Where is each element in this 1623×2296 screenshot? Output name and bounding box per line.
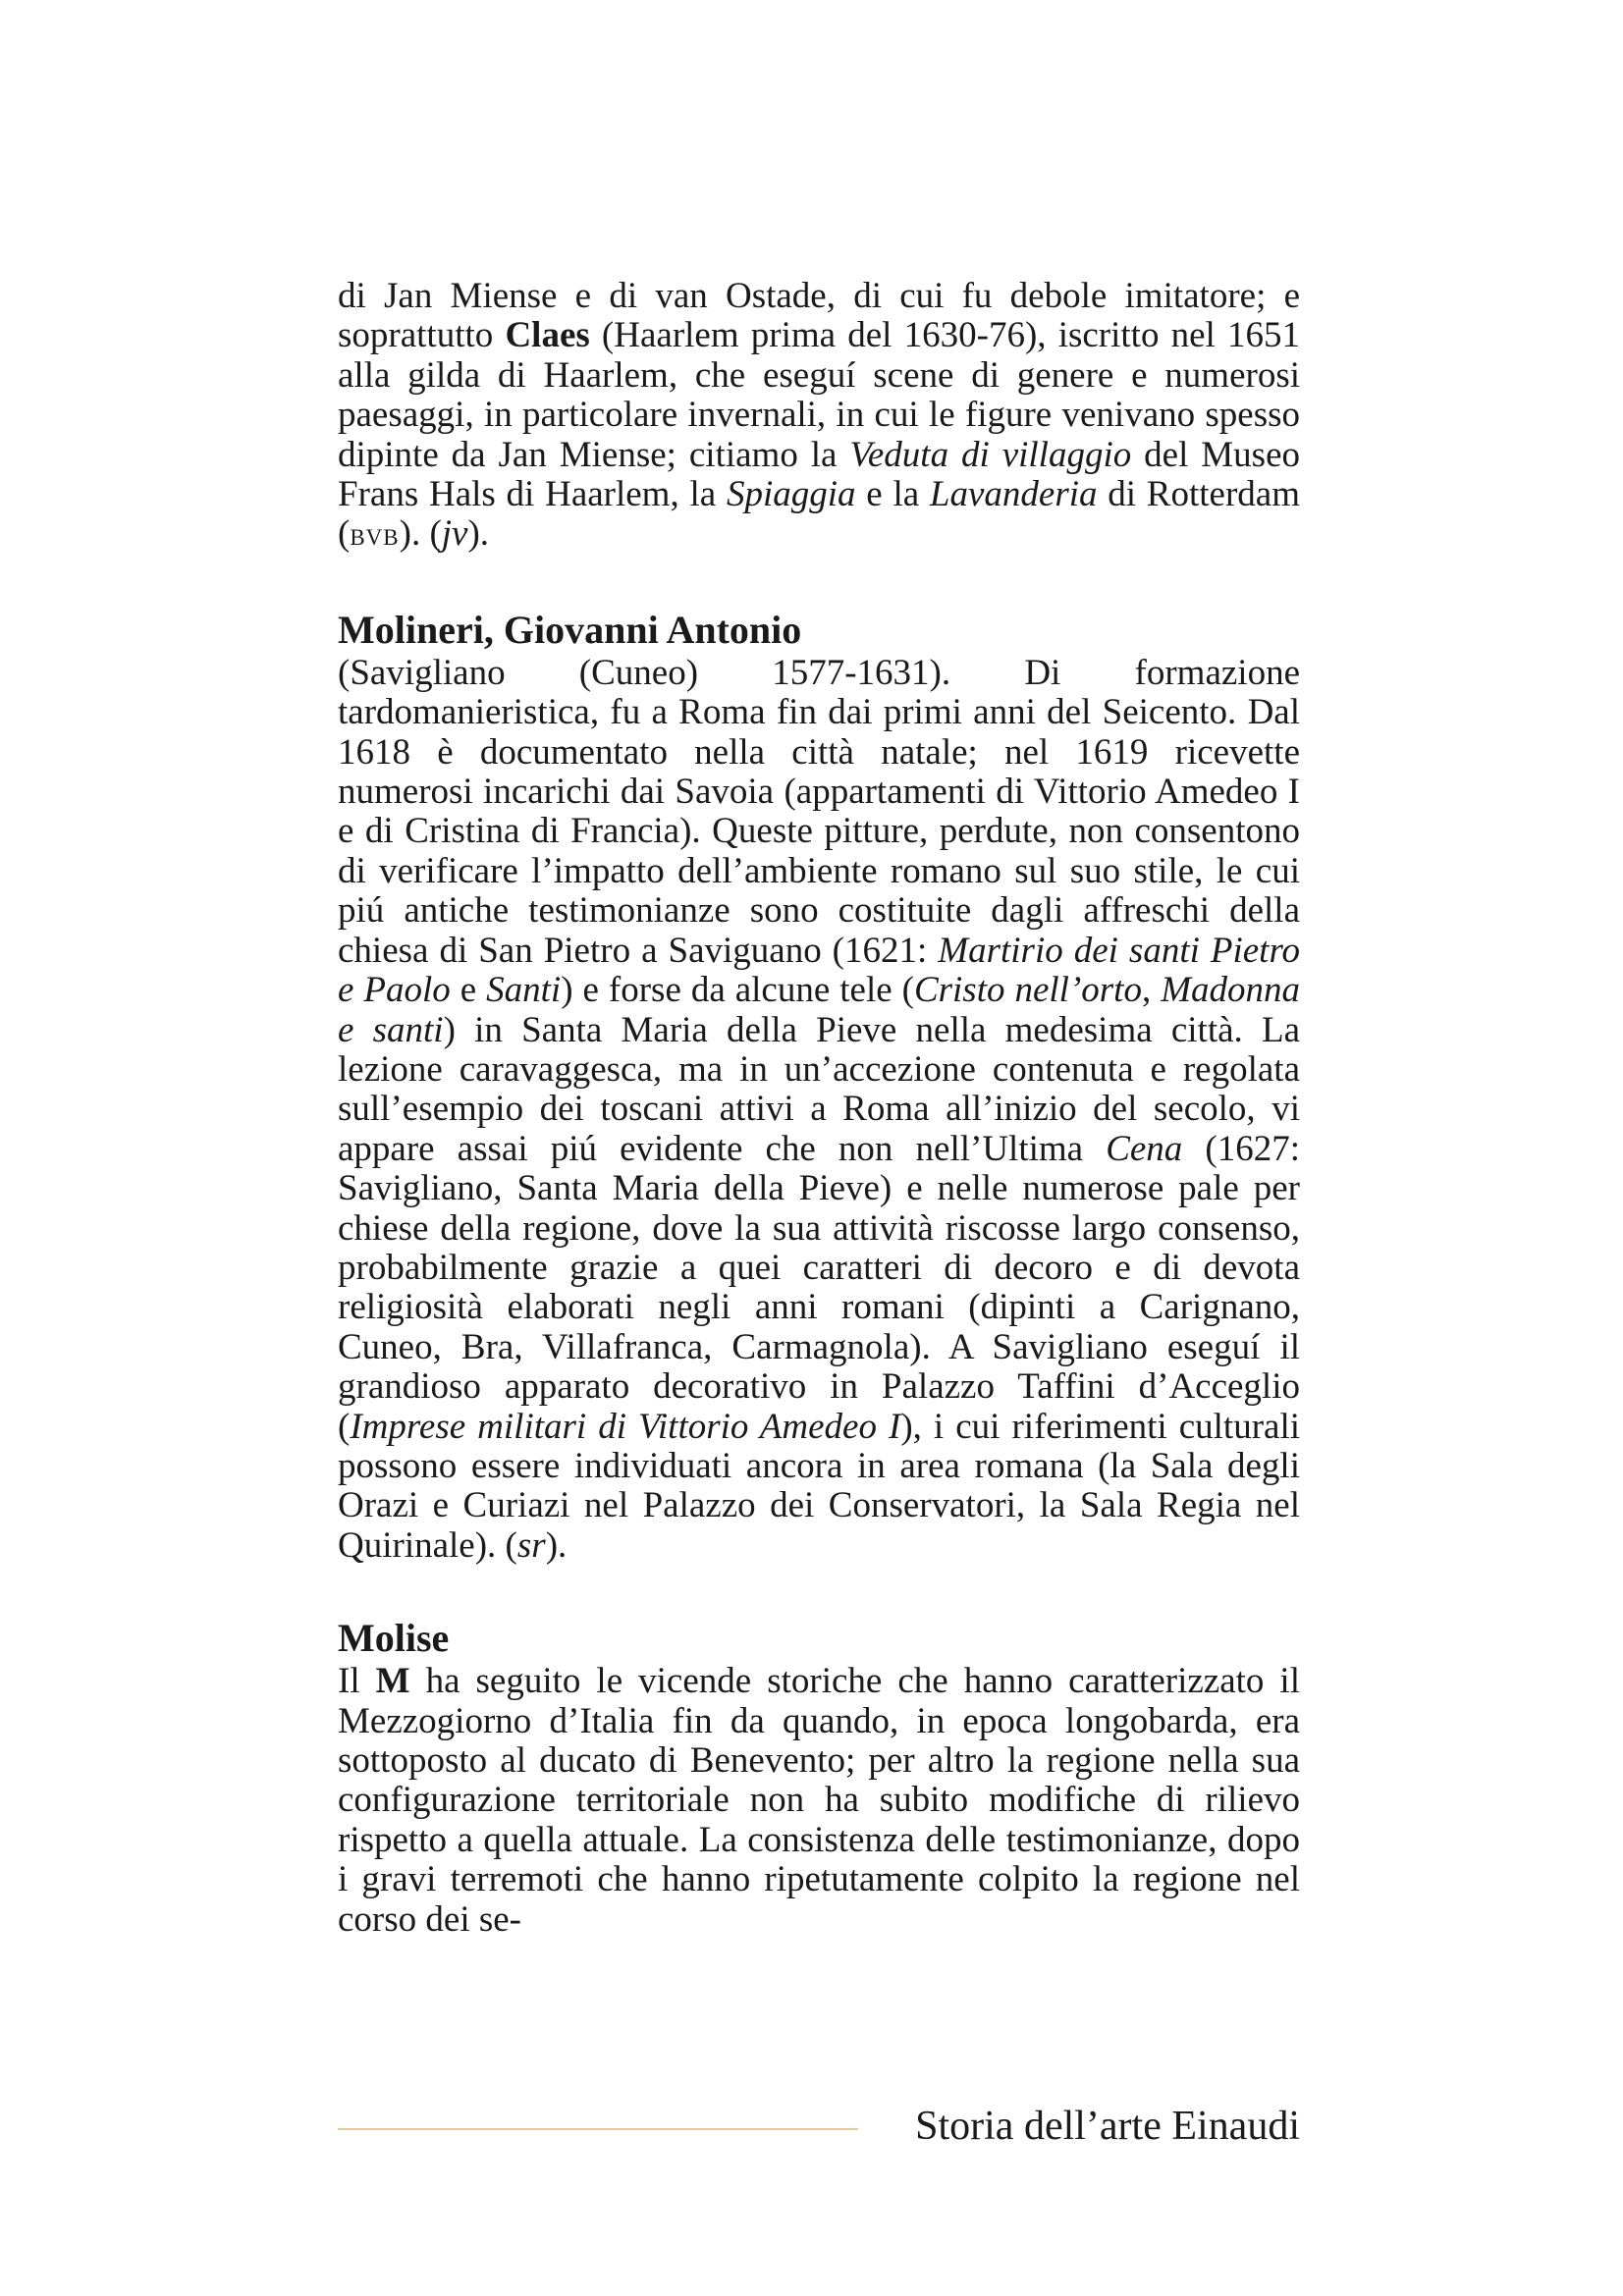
- text-run: ).: [467, 513, 490, 555]
- paragraph-previous-entry: [338, 277, 1300, 556]
- italic-title: Cristo nell’orto: [913, 970, 1142, 1011]
- bold-term: Claes: [505, 315, 590, 356]
- text-run: e la: [855, 474, 930, 515]
- text-run: (1627: Savigliano, Santa Maria della Pieve) e nelle numerose pale per chiese della regione, dove la sua attività riscosse largo consenso, probabilmente grazie a quei caratteri di decoro e di devota religiosità elaborati negli anni romani (dipinti a Carignano, Cuneo, Bra, Villafranca, Carmagnola). A Savigliano eseguí il grandioso apparato decorativo in Palazzo Taffini d’Acceglio (: [338, 1128, 1300, 1447]
- bold-term: M: [375, 1661, 410, 1702]
- text-run: ). (: [399, 513, 442, 555]
- italic-title: Veduta di villaggio: [849, 434, 1132, 475]
- footer-rule: [338, 2128, 858, 2130]
- italic-title: Spiaggia: [726, 474, 856, 515]
- text-run: di Rotterdam (: [338, 474, 1300, 555]
- text-run: ) e forse da alcune tele (: [561, 970, 914, 1011]
- italic-title: sr: [516, 1524, 546, 1566]
- text-run: (Savigliano (Cuneo) 1577-1631). Di formazione tardomanieristica, fu a Roma fin dai primi anni del Seicento. Dal 1618 è documentato nella città natale; nel 1619 ricevette numerosi incarichi dai Savoia (appartamenti di Vittorio Amedeo I e di Cristina di Francia). Queste pitture, perdute, non consentono di verificare l’impatto dell’ambiente romano sul suo stile, le cui piú antiche testimonianze sono costituite dagli affreschi della chiesa di San Pietro a Saviguano (1621:: [338, 652, 1300, 971]
- text-run: ).: [545, 1524, 568, 1566]
- italic-title: Madonna e santi: [338, 970, 1301, 1050]
- italic-title: Santi: [486, 970, 562, 1011]
- entry-heading-molineri: Molineri, Giovanni Antonio: [338, 607, 802, 652]
- italic-title: Martirio dei santi Pietro e Paolo: [338, 930, 1300, 1011]
- paragraph-molineri: [338, 654, 1300, 1566]
- text-run: Il: [338, 1661, 376, 1702]
- paragraph-molise: [338, 1662, 1300, 1940]
- text-run: e: [450, 970, 487, 1011]
- text-run: ha seguito le vicende storiche che hanno caratterizzato il Mezzogiorno d’Italia fin da quando, in epoca longobarda, era sottoposto al ducato di Benevento; per altro la regione nella sua configurazione territoriale non ha subito modifiche di rilievo rispetto a quella attuale. La consistenza delle testimonianze, dopo i gravi terremoti che hanno ripetutamente colpito la regione nel corso dei se-: [338, 1661, 1300, 1940]
- text-run: ,: [1141, 970, 1162, 1011]
- author-initials: bvb: [350, 517, 400, 554]
- italic-title: Lavanderia: [929, 474, 1098, 515]
- italic-title: Imprese militari di Vittorio Amedeo I: [350, 1406, 901, 1447]
- text-run: (Haarlem prima del 1630-76), iscritto nel 1651 alla gilda di Haarlem, che eseguí scene di genere e numerosi paesaggi, in particolare invernali, in cui le figure venivano spesso dipinte da Jan Miense; citiamo la: [338, 315, 1300, 475]
- page-body: [338, 277, 1300, 1940]
- text-run: del Museo Frans Hals di Haarlem, la: [338, 434, 1300, 515]
- entry-heading-molise: Molise: [338, 1616, 450, 1661]
- page-footer: [338, 2099, 1300, 2158]
- italic-title: jv: [441, 513, 468, 555]
- text-run: ) in Santa Maria della Pieve nella medesima città. La lezione caravaggesca, ma in un’accezione contenuta e regolata sull’esempio dei toscani attivi a Roma all’inizio del secolo, vi appare assai piú evidente che non nell’Ultima: [338, 1009, 1301, 1169]
- text-run: di Jan Miense e di van Ostade, di cui fu debole imitatore; e soprattutto: [338, 276, 1300, 356]
- italic-title: Cena: [1106, 1128, 1183, 1169]
- footer-publication-title: Storia dell’arte Einaudi: [915, 2104, 1300, 2149]
- text-run: ), i cui riferimenti culturali possono essere individuati ancora in area romana (la Sala degli Orazi e Curiazi nel Palazzo dei Conservatori, la Sala Regia nel Quirinale). (: [338, 1406, 1300, 1566]
